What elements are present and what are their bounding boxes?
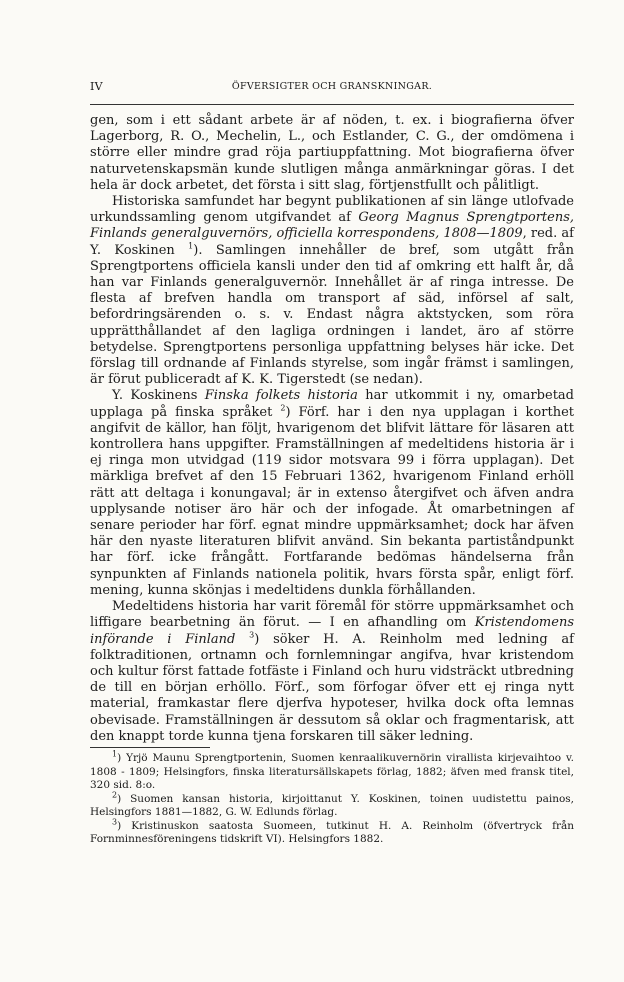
footnote — [90, 790, 574, 820]
paragraph — [90, 194, 574, 388]
italic-title: Georg Magnus Sprengtportens, Finlands generalguvernörs, officiella korrespondens, 1808—1809 — [90, 210, 574, 242]
header-rule — [90, 104, 574, 105]
text-run: Y. Koskinens — [112, 388, 205, 404]
text-run: , red. af Y. Koskinen — [90, 226, 574, 258]
page — [90, 80, 574, 847]
italic-title: Kristendomens införande i Finland — [90, 615, 574, 647]
footnote-marker: 1 — [112, 749, 118, 759]
text-run: Medeltidens historia har varit föremål för större uppmärksamhet och liffigare bearbetning än förut. — I en afhandling om — [90, 599, 574, 631]
footnote-ref: 3 — [249, 630, 255, 640]
footnote-ref: 1 — [188, 241, 194, 251]
footnote-marker: 2 — [112, 790, 118, 800]
footnote-rule — [90, 747, 210, 748]
text-run: ) Förf. har i den nya upplagan i korthet angifvit de källor, han följt, hvarigenom det blifvit lättare för läsaren att kontrollera hans uppgifter. Framställningen af medeltidens historia är i ej ringa mon utvidgad (119 sidor motsvara 99 i förra upplagan). Det märkliga brefvet af den 15 Februari 1362, hvarigenom Finland erhöll rätt att deltaga i konungaval; är in extenso återgifvet och äfven andra upplysande notiser äro här och der infogade. Åt omarbetningen af senare perioder har förf. egnat mindre uppmärksamhet; dock har äfven här den nyaste literaturen blifvit använd. Sin bekanta partiståndpunkt har förf. icke frångått. Fortfarande bedömas händelserna från synpunkten af Finlands nationela politik, hvars första spår, enligt förf. mening, kunna skönjas i medeltidens dunkla förhållanden. — [90, 404, 574, 598]
text-run: ) söker H. A. Reinholm med ledning af folktraditionen, ortnamn och fornlemningar angifva, hvar kristendom och kultur först fattade fotfäste i Finland och huru vidsträckt utbredning de till en början erhöllo. Förf., som förfogar öfver ett ej ringa nytt material, framkastar flere djerfva hypoteser, hvilka dock ofta lemnas obevisade. Framställningen är dessutom så oklar och fragmentarisk, att den knappt torde kunna tjena forskaren till säker ledning. — [90, 631, 574, 744]
footnote — [90, 817, 574, 847]
paragraph — [90, 388, 574, 599]
running-header — [90, 80, 574, 98]
footnotes — [90, 749, 574, 847]
text-run: ). Samlingen innehåller de bref, som utgått från Sprengtportens officiela kansli under den tid af omkring ett halft år, då han var Finlands generalguvernör. Innehållet är af ringa intresse. De flesta af brefven handla om transport af säd, införsel af salt, befordringsärenden o. s. v. Endast några aktstycken, som röra upprätthållandet af den lagliga ordningen i landet, äro af större betydelse. Sprengtportens personliga uppfattning belyses här icke. Det förslag till ordnande af Finlands styrelse, som ingår främst i samlingen, är förut publiceradt af K. K. Tigerstedt (se nedan). — [90, 242, 574, 388]
text-run: Historiska samfundet har begynt publikationen af sin länge utlofvade urkundssamling genom utgifvandet af — [90, 194, 574, 226]
body-text — [90, 113, 574, 745]
running-title: ÖFVERSIGTER OCH GRANSKNINGAR. — [231, 81, 433, 92]
paragraph — [90, 113, 574, 194]
text-run: gen, som i ett sådant arbete är af nöden, t. ex. i biografierna öfver Lagerborg, R. O., Mechelin, L., och Estlander, C. G., der omdömena i större eller mindre grad röja partiuppfattning. Mot biografierna öfver naturvetenskapsmän kunde slutligen många anmärkningar göras. I det hela är dock arbetet, det första i sitt slag, förtjenstfullt och pålitligt. — [90, 113, 574, 193]
page-number: IV — [90, 80, 103, 93]
footnote — [90, 749, 574, 793]
italic-title: Finska folkets historia — [204, 388, 358, 404]
footnote-text: ) Yrjö Maunu Sprengtportenin, Suomen kenraalikuvernörin virallista kirjevaihtoo v. 1808 - 1809; Helsingfors, finska literatursällskapets förlag, 1882; äfven med fransk titel, 320 sid. 8:o. — [90, 751, 574, 792]
text-run — [235, 632, 249, 647]
paragraph — [90, 599, 574, 745]
footnote-text: ) Suomen kansan historia, kirjoittanut Y. Koskinen, toinen uudistettu painos, Helsingfors 1881—1882, G. W. Edlunds förlag. — [90, 792, 574, 819]
footnote-marker: 3 — [112, 817, 118, 827]
text-run: har utkommit i ny, omarbetad upplaga på finska språket — [90, 388, 574, 420]
footnote-ref: 2 — [280, 403, 286, 413]
footnote-text: ) Kristinuskon saatosta Suomeen, tutkinut H. A. Reinholm (öfvertryck från Fornminnesföreningens tidskrift VI). Helsingfors 1882. — [90, 819, 574, 846]
